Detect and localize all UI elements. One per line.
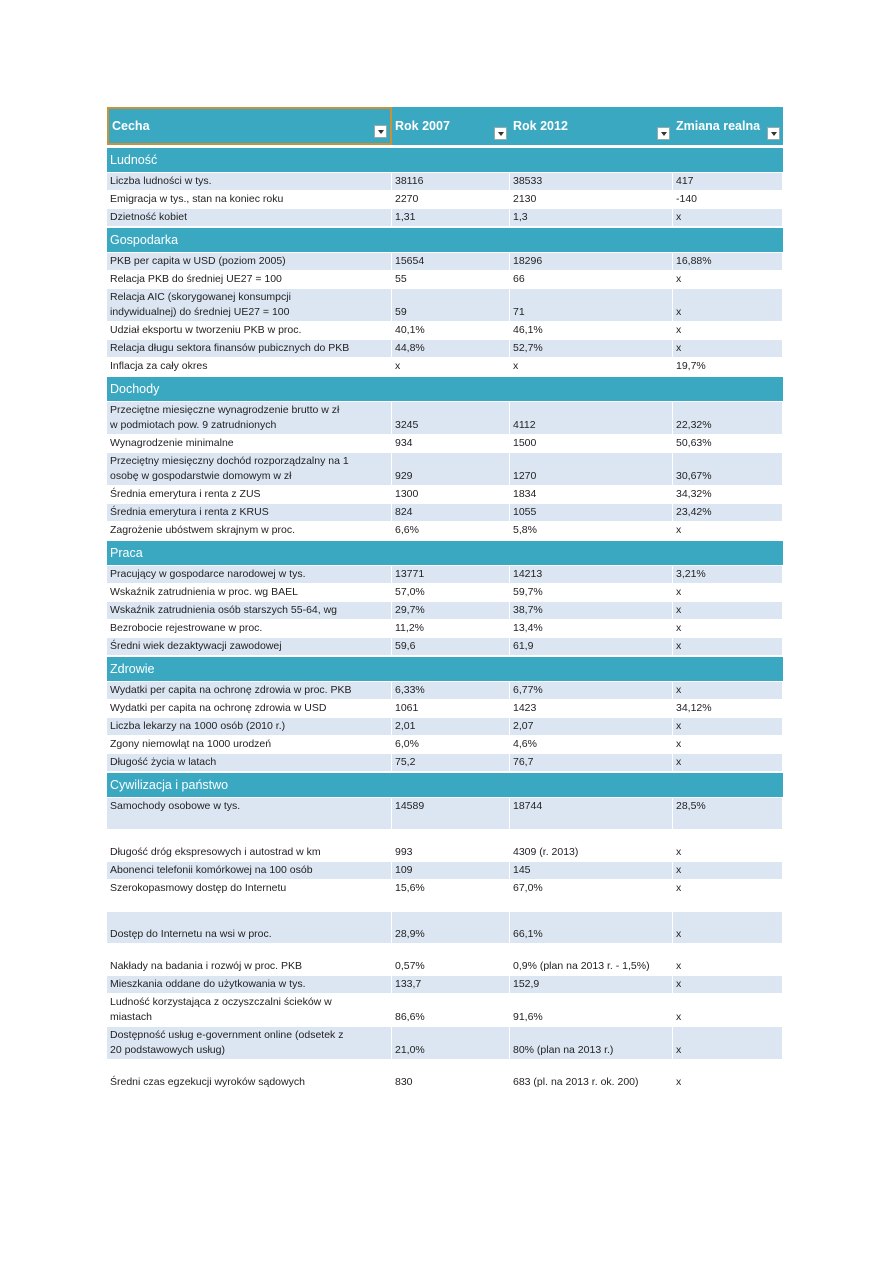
cell-label[interactable]: Samochody osobowe w tys. bbox=[107, 798, 392, 829]
table-row[interactable] bbox=[107, 1060, 783, 1092]
cell-label[interactable]: Długość życia w latach bbox=[107, 754, 392, 771]
header-label: Rok 2012 bbox=[513, 118, 568, 133]
cell-zmiana[interactable]: x bbox=[673, 736, 783, 753]
cell-label[interactable]: Nakłady na badania i rozwój w proc. PKB bbox=[107, 944, 392, 975]
table-row[interactable] bbox=[107, 358, 783, 376]
data-table bbox=[107, 107, 783, 1092]
cell-rok-2007[interactable]: 993 bbox=[392, 830, 510, 861]
filter-dropdown-icon[interactable] bbox=[494, 127, 507, 140]
cell-zmiana[interactable]: 23,42% bbox=[673, 504, 783, 521]
table-row[interactable] bbox=[107, 830, 783, 862]
table-row[interactable] bbox=[107, 173, 783, 191]
section-title: Zdrowie bbox=[110, 661, 155, 676]
table-body bbox=[107, 147, 783, 1092]
cell-zmiana[interactable]: x bbox=[673, 862, 783, 879]
cell-rok-2007[interactable]: 13771 bbox=[392, 566, 510, 583]
cell-rok-2007[interactable]: 55 bbox=[392, 271, 510, 288]
header-cecha[interactable] bbox=[107, 107, 392, 145]
table-row[interactable] bbox=[107, 191, 783, 209]
cell-zmiana[interactable]: x bbox=[673, 340, 783, 357]
header-label: Rok 2007 bbox=[395, 118, 450, 133]
header-rok-2012[interactable] bbox=[510, 107, 673, 145]
cell-rok-2007[interactable]: 2,01 bbox=[392, 718, 510, 735]
cell-label[interactable]: Wydatki per capita na ochronę zdrowia w USD bbox=[107, 700, 392, 717]
cell-label[interactable]: Dostępność usług e-government online (odsetek z 20 podstawowych usług) bbox=[107, 1027, 392, 1059]
section-title: Dochody bbox=[110, 381, 160, 396]
table-row[interactable] bbox=[107, 880, 783, 912]
table-row[interactable] bbox=[107, 435, 783, 453]
cell-label[interactable]: Wynagrodzenie minimalne bbox=[107, 435, 392, 452]
cell-zmiana[interactable]: 417 bbox=[673, 173, 783, 190]
cell-zmiana[interactable]: x bbox=[673, 830, 783, 861]
header-rok-2007[interactable] bbox=[392, 107, 510, 145]
cell-rok-2007[interactable]: 6,6% bbox=[392, 522, 510, 539]
cell-rok-2012[interactable]: 4,6% bbox=[510, 736, 673, 753]
cell-rok-2007[interactable]: 15,6% bbox=[392, 880, 510, 911]
cell-label[interactable]: Długość dróg ekspresowych i autostrad w km bbox=[107, 830, 392, 861]
section-header bbox=[107, 227, 783, 253]
section-header bbox=[107, 147, 783, 173]
cell-rok-2012[interactable]: 46,1% bbox=[510, 322, 673, 339]
cell-zmiana[interactable]: 28,5% bbox=[673, 798, 783, 829]
cell-label[interactable]: Średni wiek dezaktywacji zawodowej bbox=[107, 638, 392, 655]
cell-rok-2007[interactable]: 934 bbox=[392, 435, 510, 452]
cell-rok-2012[interactable]: 1834 bbox=[510, 486, 673, 503]
cell-rok-2007[interactable]: 44,8% bbox=[392, 340, 510, 357]
table-row[interactable] bbox=[107, 402, 783, 435]
table-row[interactable] bbox=[107, 944, 783, 976]
cell-zmiana[interactable]: x bbox=[673, 944, 783, 975]
cell-zmiana[interactable]: 16,88% bbox=[673, 253, 783, 270]
table-row[interactable] bbox=[107, 1027, 783, 1060]
header-label: Cecha bbox=[112, 118, 150, 133]
cell-label[interactable]: Pracujący w gospodarce narodowej w tys. bbox=[107, 566, 392, 583]
cell-rok-2012[interactable]: 52,7% bbox=[510, 340, 673, 357]
cell-label[interactable]: Abonenci telefonii komórkowej na 100 osób bbox=[107, 862, 392, 879]
table-row[interactable] bbox=[107, 718, 783, 736]
cell-rok-2007[interactable]: 830 bbox=[392, 1060, 510, 1091]
cell-rok-2012[interactable]: 145 bbox=[510, 862, 673, 879]
table-row[interactable] bbox=[107, 340, 783, 358]
table-row[interactable] bbox=[107, 486, 783, 504]
table-row[interactable] bbox=[107, 912, 783, 944]
filter-dropdown-icon[interactable] bbox=[374, 125, 387, 138]
cell-label[interactable]: Relacja długu sektora finansów pubicznych do PKB bbox=[107, 340, 392, 357]
cell-zmiana[interactable]: 3,21% bbox=[673, 566, 783, 583]
cell-zmiana[interactable]: x bbox=[673, 602, 783, 619]
cell-rok-2012[interactable]: 67,0% bbox=[510, 880, 673, 911]
cell-rok-2007[interactable]: 86,6% bbox=[392, 994, 510, 1026]
section-title: Praca bbox=[110, 545, 143, 560]
cell-rok-2007[interactable]: 29,7% bbox=[392, 602, 510, 619]
cell-zmiana[interactable]: x bbox=[673, 754, 783, 771]
cell-zmiana[interactable]: x bbox=[673, 209, 783, 226]
table-row[interactable] bbox=[107, 289, 783, 322]
cell-rok-2007[interactable]: 6,33% bbox=[392, 682, 510, 699]
table-row[interactable] bbox=[107, 862, 783, 880]
cell-rok-2012[interactable]: 1,3 bbox=[510, 209, 673, 226]
table-header bbox=[107, 107, 783, 147]
cell-label[interactable]: Wskaźnik zatrudnienia w proc. wg BAEL bbox=[107, 584, 392, 601]
cell-rok-2012[interactable]: 76,7 bbox=[510, 754, 673, 771]
cell-zmiana[interactable]: x bbox=[673, 880, 783, 911]
cell-label[interactable]: Dostęp do Internetu na wsi w proc. bbox=[107, 912, 392, 943]
cell-label[interactable]: Szerokopasmowy dostęp do Internetu bbox=[107, 880, 392, 911]
table-row[interactable] bbox=[107, 453, 783, 486]
table-row[interactable] bbox=[107, 271, 783, 289]
filter-dropdown-icon[interactable] bbox=[767, 127, 780, 140]
cell-rok-2012[interactable]: 1270 bbox=[510, 453, 673, 485]
cell-rok-2012[interactable]: 0,9% (plan na 2013 r. - 1,5%) bbox=[510, 944, 673, 975]
cell-rok-2012[interactable]: 4309 (r. 2013) bbox=[510, 830, 673, 861]
cell-zmiana[interactable]: 50,63% bbox=[673, 435, 783, 452]
cell-rok-2007[interactable]: 2270 bbox=[392, 191, 510, 208]
cell-rok-2012[interactable]: 1500 bbox=[510, 435, 673, 452]
cell-rok-2007[interactable]: x bbox=[392, 358, 510, 375]
cell-rok-2012[interactable]: 5,8% bbox=[510, 522, 673, 539]
cell-label[interactable]: Zagrożenie ubóstwem skrajnym w proc. bbox=[107, 522, 392, 539]
cell-zmiana[interactable]: x bbox=[673, 1027, 783, 1059]
cell-rok-2007[interactable]: 38116 bbox=[392, 173, 510, 190]
cell-rok-2012[interactable]: 18744 bbox=[510, 798, 673, 829]
cell-rok-2007[interactable]: 28,9% bbox=[392, 912, 510, 943]
cell-zmiana[interactable]: 34,32% bbox=[673, 486, 783, 503]
section-title: Cywilizacja i państwo bbox=[110, 777, 229, 792]
table-row[interactable] bbox=[107, 976, 783, 994]
table-row[interactable] bbox=[107, 566, 783, 584]
table-row[interactable] bbox=[107, 798, 783, 830]
cell-zmiana[interactable]: x bbox=[673, 682, 783, 699]
table-row[interactable] bbox=[107, 682, 783, 700]
cell-zmiana[interactable]: 30,67% bbox=[673, 453, 783, 485]
table-row[interactable] bbox=[107, 620, 783, 638]
filter-dropdown-icon[interactable] bbox=[657, 127, 670, 140]
cell-zmiana[interactable]: -140 bbox=[673, 191, 783, 208]
cell-rok-2007[interactable]: 40,1% bbox=[392, 322, 510, 339]
cell-label[interactable]: Udział eksportu w tworzeniu PKB w proc. bbox=[107, 322, 392, 339]
cell-rok-2007[interactable]: 57,0% bbox=[392, 584, 510, 601]
section-title: Ludność bbox=[110, 152, 158, 167]
cell-zmiana[interactable]: x bbox=[673, 976, 783, 993]
cell-rok-2007[interactable]: 59 bbox=[392, 289, 510, 321]
cell-rok-2007[interactable]: 0,57% bbox=[392, 944, 510, 975]
cell-rok-2007[interactable]: 14589 bbox=[392, 798, 510, 829]
cell-rok-2012[interactable]: 91,6% bbox=[510, 994, 673, 1026]
cell-rok-2007[interactable]: 11,2% bbox=[392, 620, 510, 637]
table-row[interactable] bbox=[107, 700, 783, 718]
cell-rok-2012[interactable]: 71 bbox=[510, 289, 673, 321]
cell-zmiana[interactable]: 19,7% bbox=[673, 358, 783, 375]
cell-rok-2012[interactable]: 1423 bbox=[510, 700, 673, 717]
cell-label[interactable]: Inflacja za cały okres bbox=[107, 358, 392, 375]
cell-rok-2012[interactable]: 59,7% bbox=[510, 584, 673, 601]
cell-label[interactable]: PKB per capita w USD (poziom 2005) bbox=[107, 253, 392, 270]
cell-label[interactable]: Emigracja w tys., stan na koniec roku bbox=[107, 191, 392, 208]
cell-rok-2012[interactable]: 152,9 bbox=[510, 976, 673, 993]
cell-label[interactable]: Dzietność kobiet bbox=[107, 209, 392, 226]
cell-label[interactable]: Liczba ludności w tys. bbox=[107, 173, 392, 190]
cell-rok-2012[interactable]: 38,7% bbox=[510, 602, 673, 619]
table-row[interactable] bbox=[107, 994, 783, 1027]
cell-rok-2007[interactable]: 3245 bbox=[392, 402, 510, 434]
cell-label[interactable]: Bezrobocie rejestrowane w proc. bbox=[107, 620, 392, 637]
cell-label[interactable]: Wskaźnik zatrudnienia osób starszych 55-64, wg bbox=[107, 602, 392, 619]
cell-rok-2007[interactable]: 21,0% bbox=[392, 1027, 510, 1059]
cell-zmiana[interactable]: x bbox=[673, 271, 783, 288]
section-header bbox=[107, 376, 783, 402]
cell-rok-2007[interactable]: 59,6 bbox=[392, 638, 510, 655]
cell-zmiana[interactable]: 22,32% bbox=[673, 402, 783, 434]
cell-rok-2007[interactable]: 75,2 bbox=[392, 754, 510, 771]
cell-rok-2007[interactable]: 1300 bbox=[392, 486, 510, 503]
cell-label[interactable]: Wydatki per capita na ochronę zdrowia w proc. PKB bbox=[107, 682, 392, 699]
cell-label[interactable]: Przeciętny miesięczny dochód rozporządzalny na 1 osobę w gospodarstwie domowym w zł bbox=[107, 453, 392, 485]
header-label: Zmiana realna bbox=[676, 118, 761, 133]
cell-rok-2012[interactable]: 14213 bbox=[510, 566, 673, 583]
cell-zmiana[interactable]: x bbox=[673, 584, 783, 601]
section-header bbox=[107, 772, 783, 798]
cell-rok-2012[interactable]: 683 (pl. na 2013 r. ok. 200) bbox=[510, 1060, 673, 1091]
table-row[interactable] bbox=[107, 584, 783, 602]
cell-rok-2012[interactable]: 66 bbox=[510, 271, 673, 288]
table-row[interactable] bbox=[107, 602, 783, 620]
cell-label[interactable]: Przeciętne miesięczne wynagrodzenie brutto w zł w podmiotach pow. 9 zatrudnionych bbox=[107, 402, 392, 434]
cell-rok-2012[interactable]: 80% (plan na 2013 r.) bbox=[510, 1027, 673, 1059]
cell-rok-2012[interactable]: 13,4% bbox=[510, 620, 673, 637]
cell-label[interactable]: Mieszkania oddane do użytkowania w tys. bbox=[107, 976, 392, 993]
cell-zmiana[interactable]: 34,12% bbox=[673, 700, 783, 717]
table-row[interactable] bbox=[107, 522, 783, 540]
cell-rok-2012[interactable]: 2130 bbox=[510, 191, 673, 208]
cell-rok-2007[interactable]: 929 bbox=[392, 453, 510, 485]
cell-rok-2012[interactable]: 1055 bbox=[510, 504, 673, 521]
section-title: Gospodarka bbox=[110, 232, 179, 247]
table-row[interactable] bbox=[107, 209, 783, 227]
table-row[interactable] bbox=[107, 736, 783, 754]
cell-zmiana[interactable]: x bbox=[673, 1060, 783, 1091]
cell-label[interactable]: Ludność korzystająca z oczyszczalni ścieków w miastach bbox=[107, 994, 392, 1026]
cell-label[interactable]: Relacja AIC (skorygowanej konsumpcji indywidualnej) do średniej UE27 = 100 bbox=[107, 289, 392, 321]
table-row[interactable] bbox=[107, 638, 783, 656]
section-header bbox=[107, 656, 783, 682]
cell-rok-2012[interactable]: 61,9 bbox=[510, 638, 673, 655]
cell-zmiana[interactable]: x bbox=[673, 912, 783, 943]
cell-rok-2012[interactable]: 66,1% bbox=[510, 912, 673, 943]
cell-label[interactable]: Średnia emerytura i renta z KRUS bbox=[107, 504, 392, 521]
cell-label[interactable]: Średnia emerytura i renta z ZUS bbox=[107, 486, 392, 503]
cell-rok-2007[interactable]: 1061 bbox=[392, 700, 510, 717]
cell-zmiana[interactable]: x bbox=[673, 718, 783, 735]
table-row[interactable] bbox=[107, 504, 783, 522]
cell-zmiana[interactable]: x bbox=[673, 620, 783, 637]
cell-rok-2012[interactable]: x bbox=[510, 358, 673, 375]
section-header bbox=[107, 540, 783, 566]
cell-zmiana[interactable]: x bbox=[673, 322, 783, 339]
cell-rok-2007[interactable]: 824 bbox=[392, 504, 510, 521]
cell-rok-2007[interactable]: 15654 bbox=[392, 253, 510, 270]
table-row[interactable] bbox=[107, 253, 783, 271]
cell-label[interactable]: Liczba lekarzy na 1000 osób (2010 r.) bbox=[107, 718, 392, 735]
cell-rok-2007[interactable]: 133,7 bbox=[392, 976, 510, 993]
cell-label[interactable]: Relacja PKB do średniej UE27 = 100 bbox=[107, 271, 392, 288]
cell-rok-2012[interactable]: 4112 bbox=[510, 402, 673, 434]
table-row[interactable] bbox=[107, 322, 783, 340]
cell-zmiana[interactable]: x bbox=[673, 289, 783, 321]
header-zmiana-realna[interactable] bbox=[673, 107, 783, 145]
cell-label[interactable]: Średni czas egzekucji wyroków sądowych bbox=[107, 1060, 392, 1091]
cell-rok-2012[interactable]: 18296 bbox=[510, 253, 673, 270]
cell-rok-2007[interactable]: 109 bbox=[392, 862, 510, 879]
cell-rok-2012[interactable]: 6,77% bbox=[510, 682, 673, 699]
cell-zmiana[interactable]: x bbox=[673, 638, 783, 655]
table-row[interactable] bbox=[107, 754, 783, 772]
cell-rok-2007[interactable]: 1,31 bbox=[392, 209, 510, 226]
cell-rok-2012[interactable]: 38533 bbox=[510, 173, 673, 190]
cell-zmiana[interactable]: x bbox=[673, 522, 783, 539]
cell-rok-2007[interactable]: 6,0% bbox=[392, 736, 510, 753]
cell-label[interactable]: Zgony niemowląt na 1000 urodzeń bbox=[107, 736, 392, 753]
cell-rok-2012[interactable]: 2,07 bbox=[510, 718, 673, 735]
cell-zmiana[interactable]: x bbox=[673, 994, 783, 1026]
